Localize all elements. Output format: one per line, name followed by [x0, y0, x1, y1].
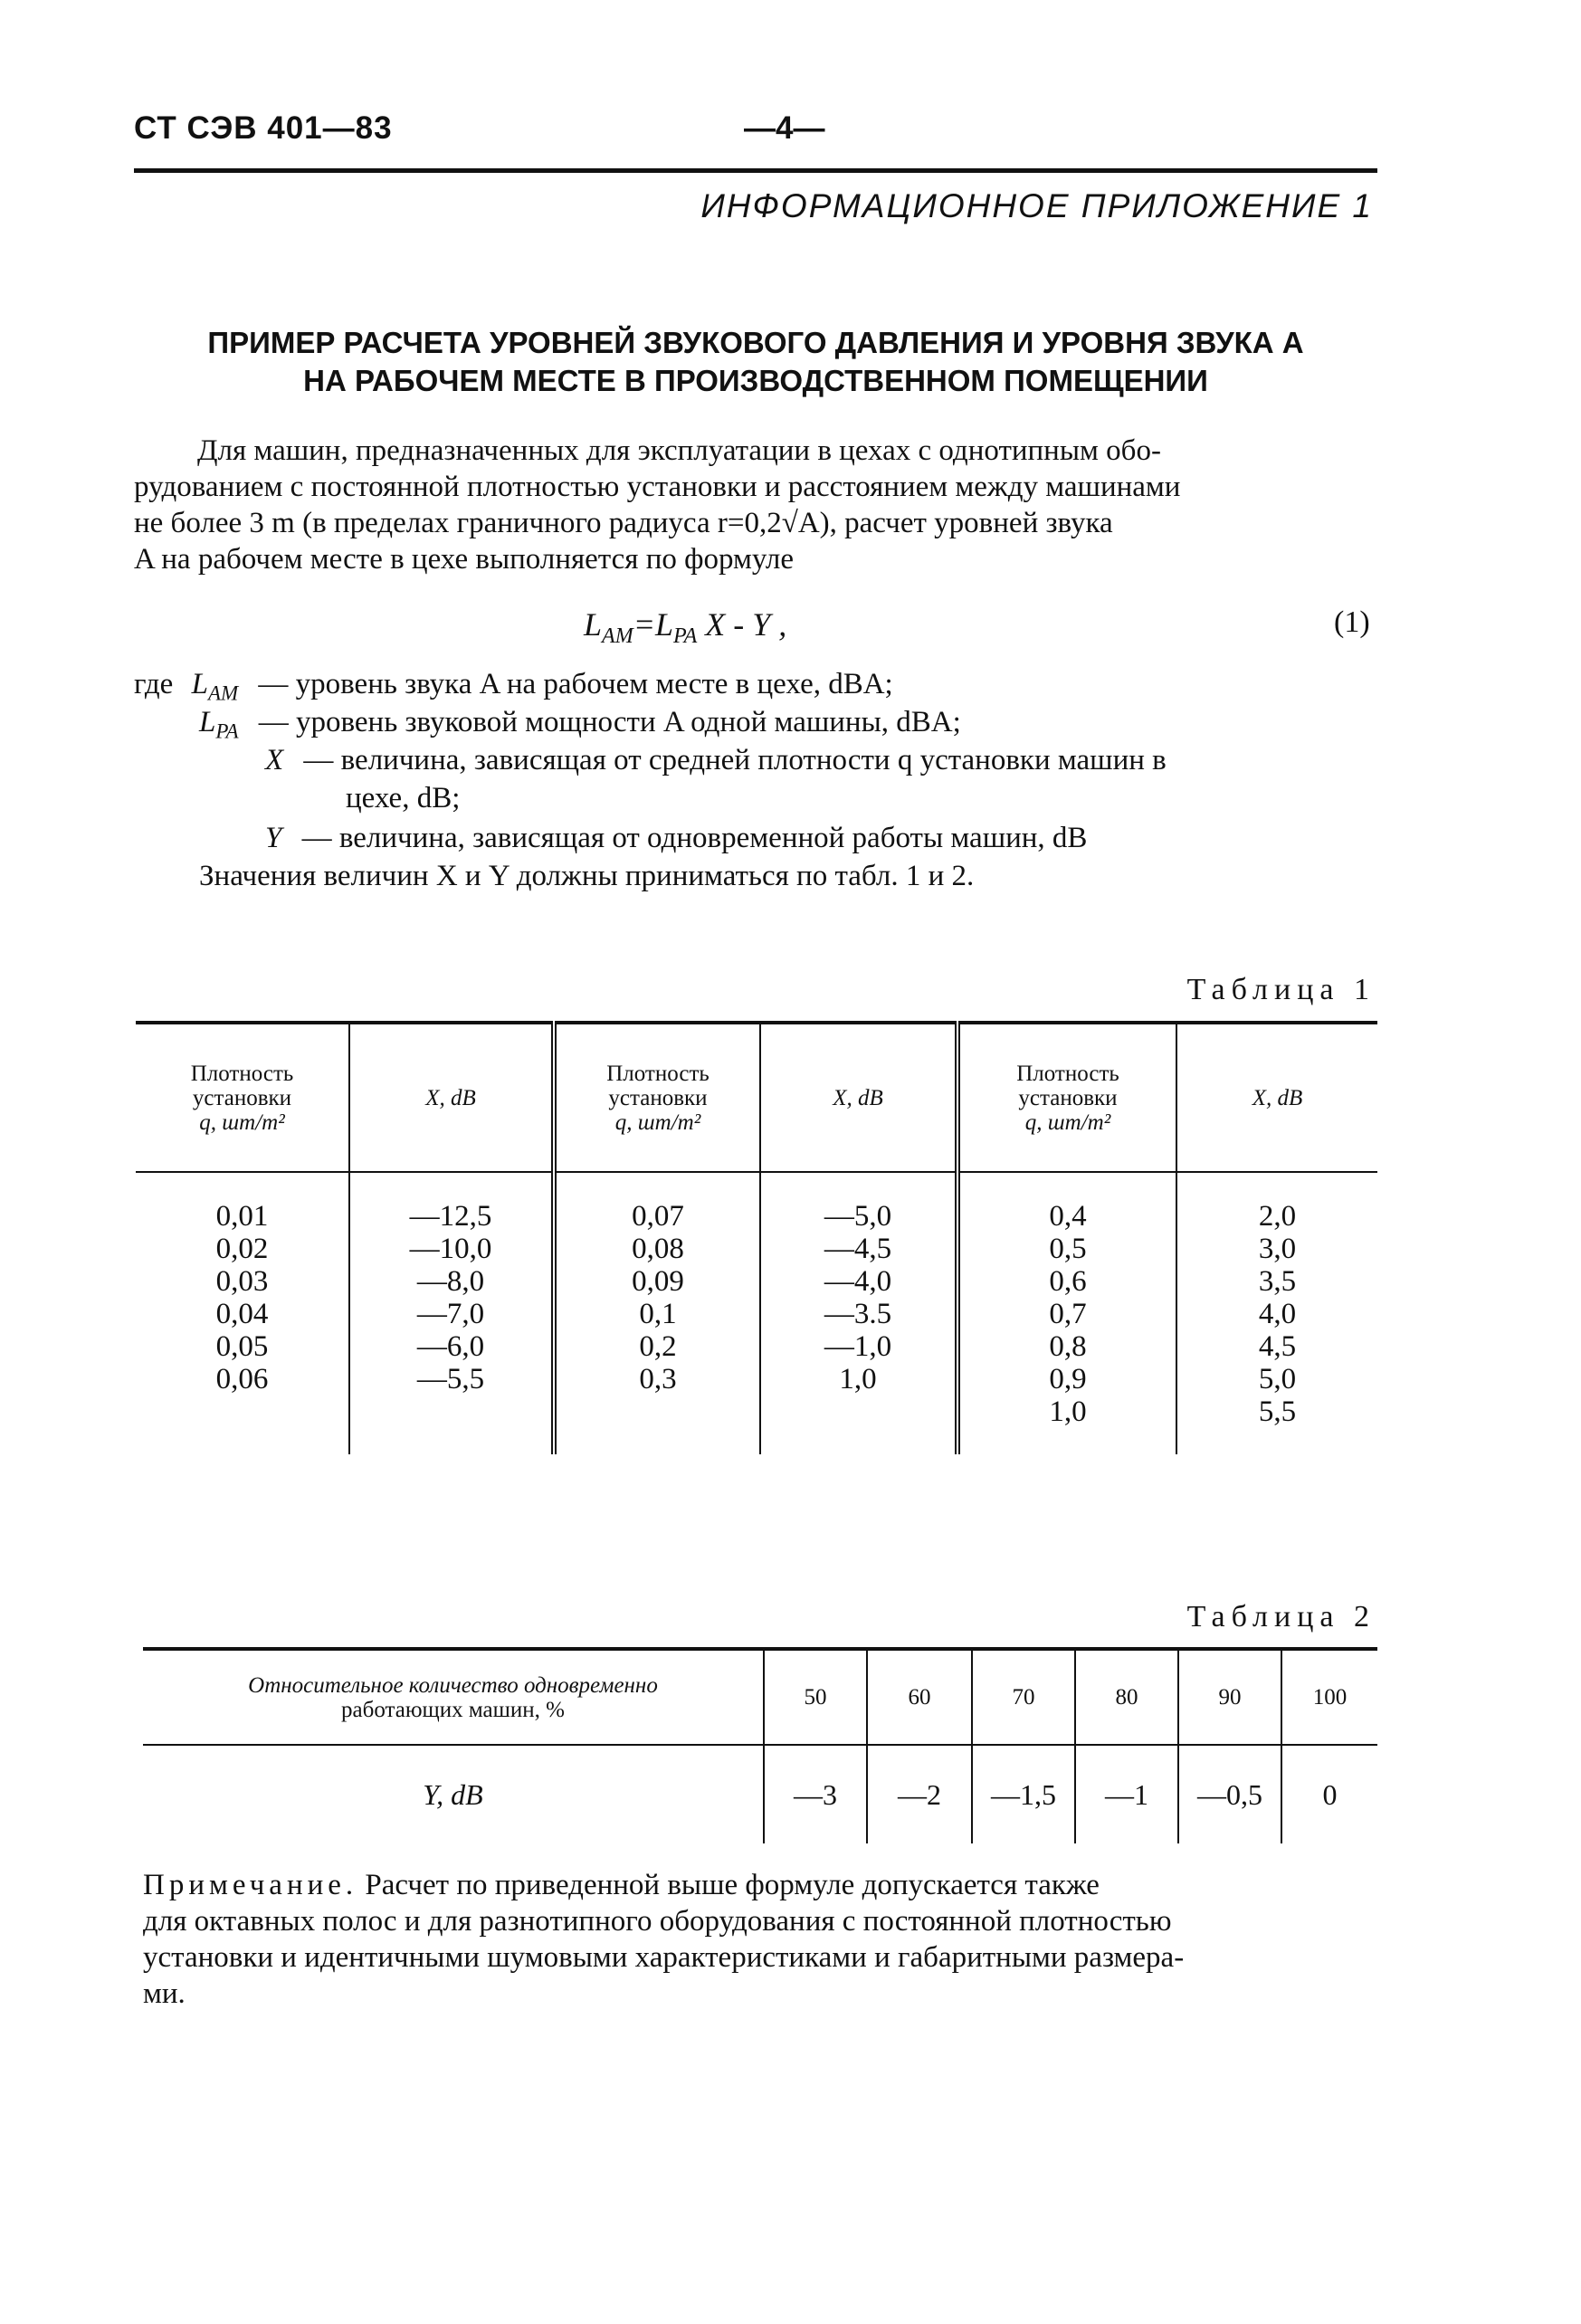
intro-line: A на рабочем месте в цехе выполняется по формуле [134, 543, 795, 576]
header-line: q, шт/m² [614, 1110, 701, 1135]
table1-value: —3.5 [824, 1298, 892, 1330]
header-line: установки [192, 1085, 292, 1110]
formula [584, 605, 786, 649]
table1-value: —10,0 [409, 1233, 492, 1265]
table1-value: 0,3 [639, 1363, 677, 1395]
formula-rest: X - Y , [697, 606, 787, 643]
table1-value: 1,0 [1049, 1395, 1087, 1428]
table2-percent: 70 [972, 1649, 1075, 1745]
table1-header-x [1176, 1023, 1377, 1172]
def-symbol: Y [265, 822, 282, 854]
table1-value: 0,9 [1049, 1363, 1087, 1395]
header-line: установки [608, 1085, 708, 1110]
table1-value: —5,5 [416, 1363, 485, 1395]
formula-eq: = [633, 606, 655, 643]
table1-value: 0,09 [632, 1265, 684, 1298]
row-label-text: Y, dB [423, 1777, 483, 1811]
table1-header-x [760, 1023, 957, 1172]
table1-cell-q1 [136, 1172, 349, 1454]
table2-value: 0 [1281, 1745, 1377, 1843]
section-title-line2: НА РАБОЧЕМ МЕСТЕ В ПРОИЗВОДСТВЕННОМ ПОМЕЩЕНИИ [303, 364, 1208, 397]
header-line: работающих машин, % [341, 1697, 565, 1722]
table1-value: 0,4 [1049, 1200, 1087, 1233]
table1-data-row [136, 1172, 1377, 1454]
def-symbol: L [191, 668, 208, 700]
table1-header-density [136, 1023, 349, 1172]
formula-rhs: L [654, 606, 674, 643]
table2-value: —2 [867, 1745, 972, 1843]
table1-value: 4,0 [1258, 1298, 1297, 1330]
intro-line: Для машин, предназначенных для эксплуатации в цехах с однотипным обо- [197, 434, 1161, 467]
table1-value: 0,07 [632, 1200, 684, 1233]
table1-value: —1,0 [824, 1330, 892, 1363]
formula-lhs: L [584, 606, 603, 643]
header-line: X, dB [425, 1085, 476, 1110]
table1-value: 0,08 [632, 1233, 684, 1265]
table1-value: 0,06 [215, 1363, 269, 1395]
table1-value: 0,03 [215, 1265, 269, 1298]
table2-percent: 90 [1178, 1649, 1281, 1745]
formula-lhs-sub: AM [602, 624, 633, 649]
header-line: Относительное количество одновременно [248, 1672, 658, 1698]
table1-value: 3,0 [1258, 1233, 1297, 1265]
note-line: для октавных полос и для разнотипного оборудования с постоянной плотностью [143, 1905, 1172, 1938]
where-word: где [134, 668, 174, 700]
table1-value: 5,0 [1258, 1363, 1297, 1395]
table1-value: 0,6 [1049, 1265, 1087, 1298]
table1-value: 0,5 [1049, 1233, 1087, 1265]
table1-cell-x2 [760, 1172, 957, 1454]
intro-line: рудованием с постоянной плотностью установки и расстоянием между машинами [134, 471, 1181, 503]
table1-value: 0,2 [639, 1330, 677, 1363]
table2-caption: Таблица 2 [1186, 1600, 1376, 1633]
table2-percent: 80 [1075, 1649, 1178, 1745]
def-symbol-sub: PA [215, 719, 239, 743]
table1-header-density [554, 1023, 760, 1172]
table1-value: 3,5 [1258, 1265, 1297, 1298]
formula-number: (1) [1334, 605, 1370, 639]
table1-cell-x1 [349, 1172, 554, 1454]
table1-value: —4,0 [824, 1265, 892, 1298]
table1-value: 0,01 [215, 1200, 269, 1233]
table2 [143, 1647, 1377, 1843]
note-paragraph [143, 1867, 1377, 2012]
table1-value: —4,5 [824, 1233, 892, 1265]
table2-value-row [143, 1745, 1377, 1843]
table1-header-x [349, 1023, 554, 1172]
def-text: — уровень звука A на рабочем месте в цехе, dBA; [258, 668, 893, 700]
table1-header-row [136, 1023, 1377, 1172]
standard-code: СТ СЭВ 401—83 [134, 110, 393, 146]
def-text: цехе, dB; [346, 782, 461, 814]
note-line: ми. [143, 1977, 186, 2010]
table1-value: 5,5 [1258, 1395, 1297, 1428]
table1-header-density [957, 1023, 1176, 1172]
def-text: — величина, зависящая от одновременной работы машин, dB [301, 822, 1088, 854]
header-line: X, dB [1252, 1085, 1303, 1110]
header-line: q, шт/m² [199, 1110, 285, 1135]
table1-value: —8,0 [416, 1265, 485, 1298]
table1 [136, 1021, 1377, 1454]
header-line: Плотность [1016, 1061, 1119, 1086]
table2-percent: 60 [867, 1649, 972, 1745]
table1-value: 0,1 [639, 1298, 677, 1330]
table2-value: —1,5 [972, 1745, 1075, 1843]
table2-header-row [143, 1649, 1377, 1745]
def-text: — уровень звуковой мощности A одной машины, dBA; [258, 706, 961, 738]
table1-value: 0,05 [215, 1330, 269, 1363]
table1-value: 0,8 [1049, 1330, 1087, 1363]
appendix-heading: ИНФОРМАЦИОННОЕ ПРИЛОЖЕНИЕ 1 [700, 187, 1373, 224]
header-line: Плотность [606, 1061, 710, 1086]
table2-value: —1 [1075, 1745, 1178, 1843]
table1-value: 2,0 [1258, 1200, 1297, 1233]
header-line: X, dB [833, 1085, 883, 1110]
table1-caption: Таблица 1 [1186, 973, 1376, 1006]
table1-value: —5,0 [824, 1200, 892, 1233]
def-symbol: X [265, 744, 284, 776]
table2-value: —3 [764, 1745, 867, 1843]
section-title-line1: ПРИМЕР РАСЧЕТА УРОВНЕЙ ЗВУКОВОГО ДАВЛЕНИЯ И УРОВНЯ ЗВУКА А [207, 326, 1304, 359]
table2-value: —0,5 [1178, 1745, 1281, 1843]
table1-value: —6,0 [416, 1330, 485, 1363]
header-line: установки [1018, 1085, 1118, 1110]
def-closing: Значения величин X и Y должны приниматься по табл. 1 и 2. [199, 860, 975, 892]
table1-value: —12,5 [409, 1200, 492, 1233]
intro-line: не более 3 m (в пределах граничного радиуса r=0,2√A), расчет уровней звука [134, 507, 1113, 539]
table2-percent: 100 [1281, 1649, 1377, 1745]
page-number: —4— [744, 110, 825, 146]
table1-cell-q3 [957, 1172, 1176, 1454]
table1-value: 4,5 [1258, 1330, 1297, 1363]
table1-value: —7,0 [416, 1298, 485, 1330]
formula-rhs-sub: PA [673, 624, 698, 649]
table2-header-label [143, 1649, 764, 1745]
table2-percent: 50 [764, 1649, 867, 1745]
header-rule [134, 168, 1377, 173]
note-text: Расчет по приведенной выше формуле допускается также [357, 1869, 1100, 1901]
note-line [143, 1867, 1377, 1903]
intro-paragraph [134, 433, 1377, 577]
def-text: — величина, зависящая от средней плотности q установки машин в [303, 744, 1167, 776]
table1-cell-q2 [554, 1172, 760, 1454]
def-symbol-sub: AM [207, 681, 239, 705]
table1-value: 0,04 [215, 1298, 269, 1330]
table1-value: 0,7 [1049, 1298, 1087, 1330]
table1-cell-x3 [1176, 1172, 1377, 1454]
header-line: q, шт/m² [1024, 1110, 1111, 1135]
header-line: Плотность [190, 1061, 294, 1086]
table1-value: 0,02 [215, 1233, 269, 1265]
note-label: Примечание. [143, 1869, 358, 1901]
def-symbol: L [199, 706, 216, 738]
note-line: установки и идентичными шумовыми характеристиками и габаритными размера- [143, 1941, 1185, 1974]
table1-value: 1,0 [839, 1363, 877, 1395]
table2-row-label [143, 1745, 764, 1843]
